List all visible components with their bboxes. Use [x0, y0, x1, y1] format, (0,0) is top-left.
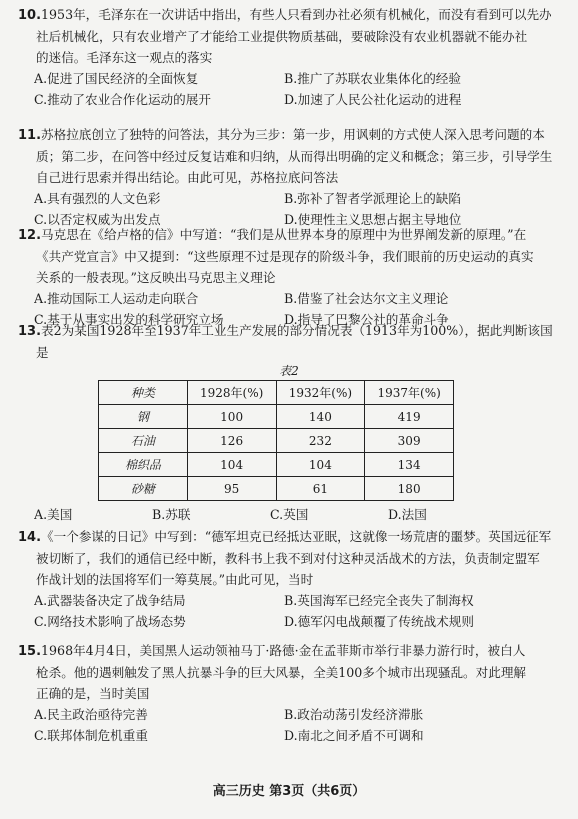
question-14-line1: 14.《一个参谋的日记》中写到：“德军坦克已经抵达亚眠，这就像一场荒唐的噩梦。英国远征军 [18, 529, 552, 545]
table-header-cell: 1928年(%) [187, 381, 276, 405]
option-c: C.基于从事实出发的科学研究立场 [34, 312, 224, 327]
table-cell: 石油 [99, 429, 188, 453]
option-d: D.使理性主义思想占据主导地位 [284, 212, 462, 227]
question-12-line1: 12.马克思在《给卢格的信》中写道：“我们是从世界本身的原理中为世界阐发新的原理。”在 [18, 227, 527, 243]
table-header-cell: 种类 [99, 381, 188, 405]
table-cell: 419 [365, 405, 454, 429]
table-header-row [99, 381, 454, 405]
question-13-line2: 是 [36, 345, 49, 360]
question-12 [18, 224, 566, 330]
question-number: 12. [18, 228, 42, 243]
table-row [99, 477, 454, 501]
option-a: A.武器装备决定了战争结局 [34, 593, 186, 608]
option-b: B.英国海军已经完全丧失了制海权 [284, 593, 474, 608]
option-b: B.借鉴了社会达尔文主义理论 [284, 291, 449, 306]
table-title: 表2 [279, 364, 299, 378]
question-15-options [18, 704, 566, 746]
question-11 [18, 124, 566, 230]
table-header-cell: 1932年(%) [276, 381, 365, 405]
question-15 [18, 640, 566, 746]
question-12-line3: 关系的一般表现。”这反映出马克思主义理论 [36, 270, 276, 285]
option-d: D.德军闪电战颠覆了传统战术规则 [284, 614, 474, 629]
option-d: D.法国 [388, 507, 427, 522]
table-header-cell: 1937年(%) [365, 381, 454, 405]
option-d: D.指导了巴黎公社的革命斗争 [284, 312, 449, 327]
option-c: C.联邦体制危机重重 [34, 728, 148, 743]
question-number: 13. [18, 324, 42, 339]
table-cell: 104 [187, 453, 276, 477]
table-row [99, 453, 454, 477]
option-a: A.促进了国民经济的全面恢复 [34, 71, 199, 86]
question-11-line2: 质；第二步，在问答中经过反复诘难和归纳，从而得出明确的定义和概念；第三步，引导学生 [36, 149, 553, 164]
question-15-line1: 15.1968年4月4日，美国黑人运动领袖马丁·路德·金在孟菲斯市举行非暴力游行时，被白人 [18, 643, 526, 659]
table-cell: 砂糖 [99, 477, 188, 501]
question-15-line2: 枪杀。他的遇刺触发了黑人抗暴斗争的巨大风暴，全美100多个城市出现骚乱。对此理解 [36, 665, 527, 680]
question-11-line1: 11.苏格拉底创立了独特的问答法，其分为三步：第一步，用讽刺的方式使人深入思考问题的本 [18, 127, 545, 143]
table-cell: 棉织品 [99, 453, 188, 477]
option-a: A.民主政治亟待完善 [34, 707, 148, 722]
option-a: A.美国 [34, 507, 73, 522]
question-14 [18, 526, 566, 632]
question-10 [18, 4, 566, 110]
table-row [99, 429, 454, 453]
question-14-line3: 作战计划的法国将军们一筹莫展。”由此可见，当时 [36, 572, 314, 587]
question-11-line3: 自己进行思索并得出结论。由此可见，苏格拉底问答法 [36, 170, 339, 185]
question-10-options [18, 68, 566, 110]
question-14-options [18, 590, 566, 632]
option-c: C.推动了农业合作化运动的展开 [34, 92, 211, 107]
option-c: C.以否定权威为出发点 [34, 212, 161, 227]
table-cell: 309 [365, 429, 454, 453]
option-a: A.具有强烈的人文色彩 [34, 191, 161, 206]
industry-table [98, 380, 454, 501]
question-13-line1: 13.表2为某国1928年至1937年工业生产发展的部分情况表（1913年为100%），据此判断该国 [18, 323, 553, 339]
table-cell: 126 [187, 429, 276, 453]
table-cell: 180 [365, 477, 454, 501]
table-cell: 钢 [99, 405, 188, 429]
table-cell: 100 [187, 405, 276, 429]
table-cell: 61 [276, 477, 365, 501]
question-number: 14. [18, 530, 42, 545]
question-number: 15. [18, 644, 42, 659]
option-c: C.英国 [270, 507, 309, 522]
question-10-line2: 社后机械化，只有农业增产了才能给工业提供物质基础，要破除没有农业机器就不能办社 [36, 29, 528, 44]
table-cell: 140 [276, 405, 365, 429]
option-c: C.网络技术影响了战场态势 [34, 614, 186, 629]
question-14-line2: 被切断了，我们的通信已经中断，教科书上我不到对付这种灵活战术的方法，负责制定盟军 [36, 551, 540, 566]
question-13-options-block [18, 504, 566, 525]
page-footer: 高三历史 第3页（共6页） [212, 784, 366, 799]
option-b: B.苏联 [152, 507, 191, 522]
option-b: B.推广了苏联农业集体化的经验 [284, 71, 461, 86]
question-10-line1: 10.1953年，毛泽东在一次讲话中指出，有些人只看到办社必须有机械化，而没有看到可以先办 [18, 7, 552, 23]
table-cell: 104 [276, 453, 365, 477]
option-a: A.推动国际工人运动走向联合 [34, 291, 199, 306]
table-cell: 134 [365, 453, 454, 477]
option-d: D.加速了人民公社化运动的进程 [284, 92, 462, 107]
question-13-options [18, 504, 566, 525]
table-cell: 95 [187, 477, 276, 501]
option-b: B.政治动荡引发经济滞胀 [284, 707, 424, 722]
table-cell: 232 [276, 429, 365, 453]
question-number: 11. [18, 128, 42, 143]
question-13 [18, 320, 566, 363]
question-15-line3: 正确的是，当时美国 [36, 686, 150, 701]
question-12-line2: 《共产党宣言》中又提到：“这些原理不过是现存的阶级斗争，我们眼前的历史运动的真实 [36, 249, 534, 264]
option-b: B.弥补了智者学派理论上的缺陷 [284, 191, 461, 206]
table-row [99, 405, 454, 429]
option-d: D.南北之间矛盾不可调和 [284, 728, 424, 743]
question-10-line3: 的迷信。毛泽东这一观点的落实 [36, 50, 213, 65]
question-number: 10. [18, 8, 42, 23]
